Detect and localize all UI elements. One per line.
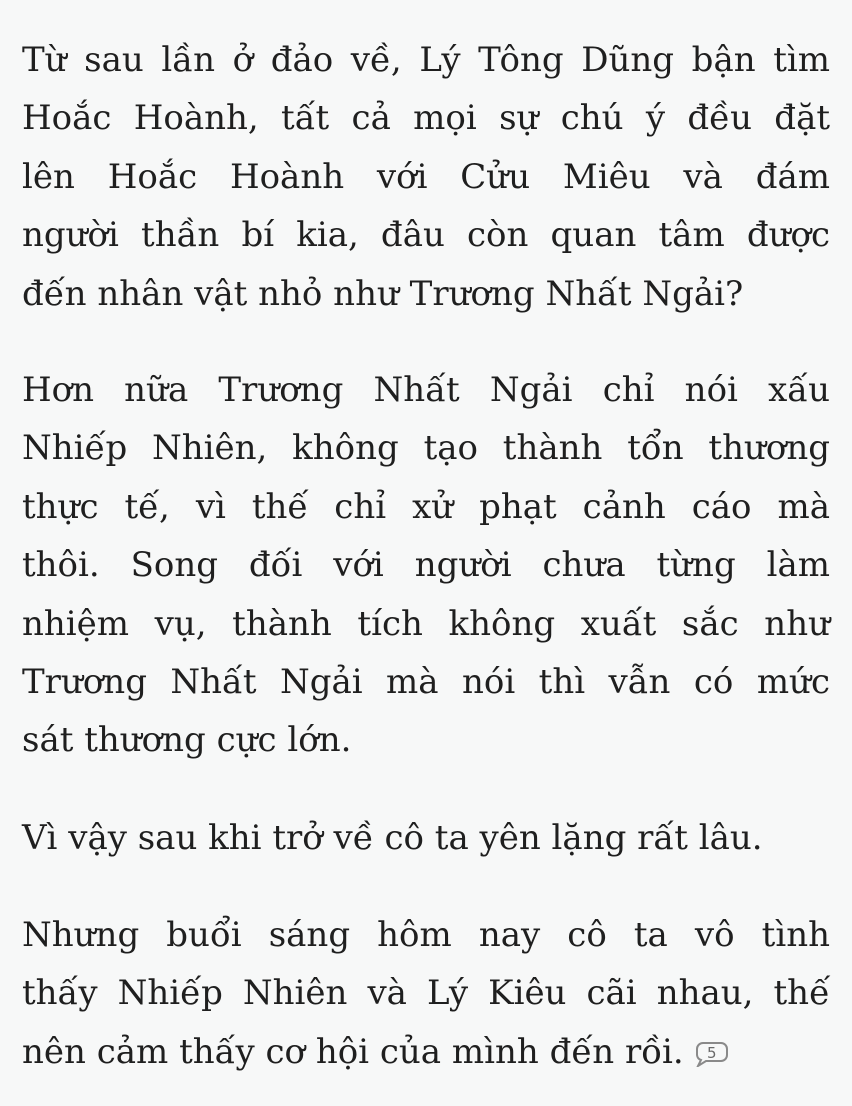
text-line: thấy Nhiếp Nhiên và Lý Kiêu cãi nhau, thế	[22, 973, 830, 1014]
paragraph-4	[22, 906, 830, 1081]
paragraph-1	[22, 31, 830, 323]
text-line: sát thương cực lớn.	[22, 720, 352, 761]
text-line: Hoắc Hoành, tất cả mọi sự chú ý đều đặt	[22, 98, 830, 139]
text-line: nên cảm thấy cơ hội của mình đến rồi.	[22, 1031, 684, 1072]
text-line: Nhiếp Nhiên, không tạo thành tổn thương	[22, 428, 830, 469]
comment-count: 5	[706, 1043, 717, 1062]
text-line: Nhưng buổi sáng hôm nay cô ta vô tình	[22, 915, 830, 955]
text-line-with-comment	[22, 1023, 830, 1081]
text-line: lên Hoắc Hoành với Cửu Miêu và đám	[22, 156, 830, 197]
text-line: thực tế, vì thế chỉ xử phạt cảnh cáo mà	[22, 486, 830, 527]
text-line: Từ sau lần ở đảo về, Lý Tông Dũng bận tìm	[22, 40, 830, 80]
text-line: nhiệm vụ, thành tích không xuất sắc như	[22, 603, 830, 644]
text-line: Hơn nữa Trương Nhất Ngải chỉ nói xấu	[22, 370, 830, 410]
text-line: Vì vậy sau khi trở về cô ta yên lặng rất lâu.	[22, 818, 763, 858]
text-line: đến nhân vật nhỏ như Trương Nhất Ngải?	[22, 273, 744, 314]
paragraph-2	[22, 361, 830, 770]
text-line: người thần bí kia, đâu còn quan tâm được	[22, 215, 830, 256]
text-line: Trương Nhất Ngải mà nói thì vẫn có mức	[22, 661, 830, 702]
paragraph-comment-button[interactable]	[694, 1041, 728, 1067]
text-line: thôi. Song đối với người chưa từng làm	[22, 545, 830, 586]
paragraph-3	[22, 809, 830, 867]
